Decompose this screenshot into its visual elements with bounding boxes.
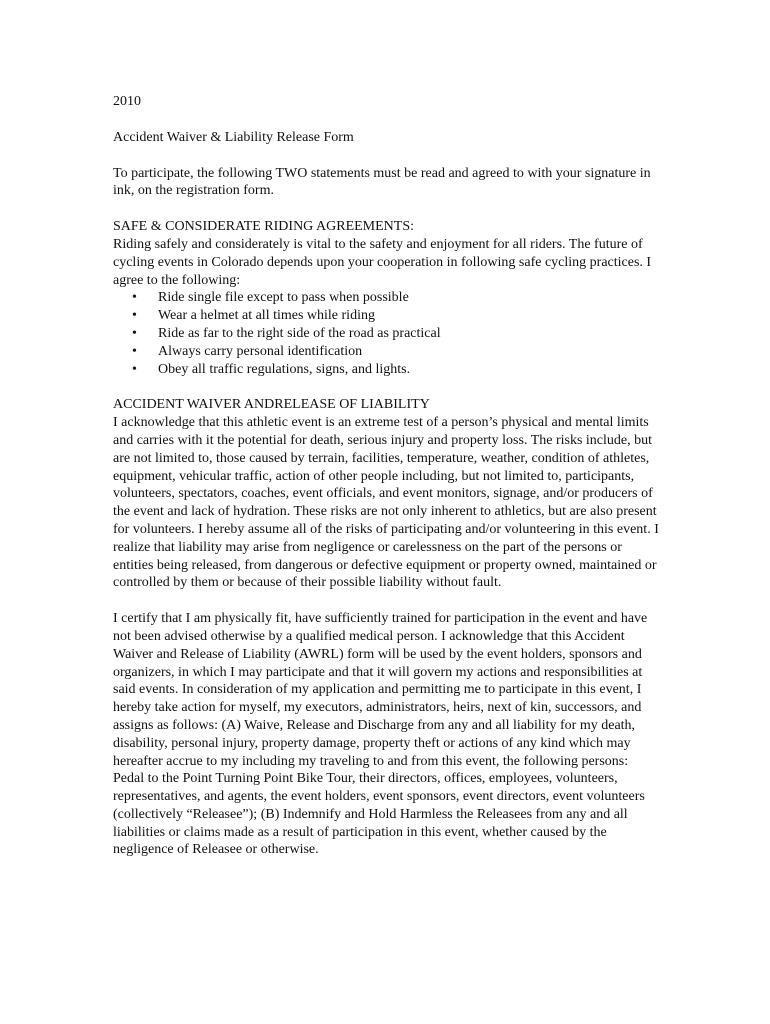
section-spacer bbox=[113, 378, 661, 396]
list-item bbox=[113, 307, 661, 325]
intro-paragraph: To participate, the following TWO statements must be read and agreed to with your signature in ink, on the registration form. bbox=[113, 165, 651, 199]
list-item bbox=[113, 325, 661, 343]
list-item bbox=[113, 361, 661, 379]
list-item-text: Ride as far to the right side of the road as practical bbox=[158, 325, 441, 341]
list-item-text: Wear a helmet at all times while riding bbox=[158, 308, 375, 324]
waiver-paragraph-1: I acknowledge that this athletic event is an extreme test of a person’s physical and mental limits and carries with it the potential for death, serious injury and property loss. The risks include, but are not limited to, those caused by terrain, facilities, temperature, weather, condition of athletes, equipment, vehicular traffic, action of other people including, but not limited to, participants, volunteers, spectators, coaches, event officials, and event monitors, signage, and/or producers of the event and lack of hydration. These risks are not only inherent to athletics, but are also present for volunteers. I hereby assume all of the risks of participating and/or volunteering in this event. I realize that liability may arise from negligence or carelessness on the part of the persons or entities being released, from dangerous or defective equipment or property owned, maintained or controlled by them or because of their possible liability without fault. bbox=[113, 415, 659, 591]
document-body bbox=[113, 93, 661, 859]
riding-agreements-paragraph: Riding safely and considerately is vital to the safety and enjoyment for all riders. The future of cycling events in Colorado depends upon your cooperation in following safe cycling practices. I agree to the following: bbox=[113, 236, 652, 288]
document-year: 2010 bbox=[113, 94, 141, 109]
document-title: Accident Waiver & Liability Release Form bbox=[113, 129, 354, 145]
list-item-text: Obey all traffic regulations, signs, and lights. bbox=[158, 361, 411, 377]
riding-agreements-heading: SAFE & CONSIDERATE RIDING AGREEMENTS: bbox=[113, 219, 415, 235]
bullet-icon: • bbox=[132, 325, 137, 341]
list-item bbox=[113, 343, 661, 361]
bullet-icon: • bbox=[132, 361, 137, 377]
waiver-heading: ACCIDENT WAIVER ANDRELEASE OF LIABILITY bbox=[113, 397, 430, 413]
waiver-paragraph-2: I certify that I am physically fit, have sufficiently trained for participation in the event and have not been advised otherwise by a qualified medical person. I acknowledge that this Accident Waiver and Release of Liability (AWRL) form will be used by the event holders, sponsors and organizers, in which I may participate and that it will govern my actions and responsibilities at said events. In consideration of my application and permitting me to participate in this event, I hereby take action for myself, my executors, administrators, heirs, next of kin, successors, and assigns as follows: (A) Waive, Release and Discharge from any and all liability for my death, disability, personal injury, property damage, property theft or actions of any kind which may hereafter accrue to my including my traveling to and from this event, the following persons: Pedal to the Point Turning Point Bike Tour, their directors, offices, employees, volunteers, representatives, and agents, the event holders, event sponsors, event directors, event volunteers (collectively “Releasee”); (B) Indemnify and Hold Harmless the Releasees from any and all liabilities or claims made as a result of participation in this event, whether caused by the negligence of Releasee or otherwise. bbox=[113, 611, 648, 858]
list-item bbox=[113, 289, 661, 307]
list-item-text: Ride single file except to pass when possible bbox=[158, 290, 409, 306]
list-item-text: Always carry personal identification bbox=[158, 343, 363, 359]
paragraph-spacer bbox=[113, 592, 661, 610]
riding-rules-list bbox=[113, 289, 661, 378]
bullet-icon: • bbox=[132, 343, 137, 359]
bullet-icon: • bbox=[132, 308, 137, 324]
bullet-icon: • bbox=[132, 290, 137, 306]
